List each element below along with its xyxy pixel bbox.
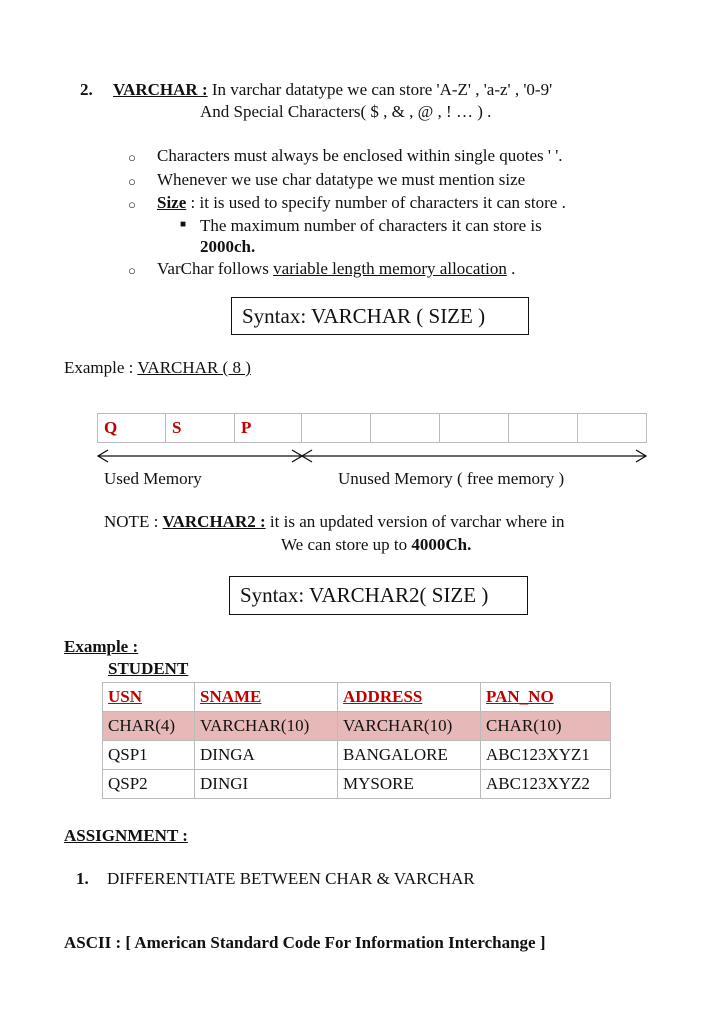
example-label: Example :	[64, 358, 138, 377]
memory-cell	[302, 414, 371, 443]
example-varchar	[64, 358, 251, 378]
note-varchar2	[104, 512, 564, 532]
memory-cell: P	[235, 414, 302, 443]
table-cell: QSP2	[103, 770, 195, 799]
table-cell: DINGA	[195, 741, 338, 770]
student-table-name: STUDENT	[108, 659, 189, 678]
unused-memory-label: Unused Memory ( free memory )	[338, 469, 565, 488]
memory-cell	[440, 414, 509, 443]
column-header: ADDRESS	[338, 683, 481, 712]
table-row	[103, 770, 611, 799]
unused-memory-arrow-icon	[302, 450, 646, 462]
table-row	[103, 741, 611, 770]
varchar-intro-line2: And Special Characters( $ , & , @ , ! … ) .	[200, 102, 492, 121]
bullet-size-mention: Whenever we use char datatype we must mention size	[157, 170, 526, 189]
memory-cell: S	[166, 414, 235, 443]
bullet-variable-length	[157, 259, 515, 279]
note-line2	[281, 535, 471, 555]
circle-bullet-icon: ○	[128, 174, 136, 189]
bullet-end: .	[506, 259, 516, 278]
size-label: Size	[157, 193, 187, 212]
assignment-number: 1.	[76, 869, 89, 888]
varchar-intro	[113, 80, 552, 100]
circle-bullet-icon: ○	[128, 197, 136, 212]
varchar-heading: VARCHAR :	[113, 80, 208, 99]
table-cell: ABC123XYZ2	[481, 770, 611, 799]
memory-cell	[509, 414, 578, 443]
memory-row	[98, 414, 647, 443]
memory-cell: Q	[98, 414, 166, 443]
note-label: NOTE :	[104, 512, 163, 531]
column-header: PAN_NO	[481, 683, 611, 712]
assignment-item: DIFFERENTIATE BETWEEN CHAR & VARCHAR	[107, 869, 475, 888]
student-table	[102, 682, 611, 799]
memory-cell	[371, 414, 440, 443]
note-line1: it is an updated version of varchar where in	[265, 512, 565, 531]
varchar-follows-text: VarChar follows	[157, 259, 274, 278]
type-cell: CHAR(4)	[103, 712, 195, 741]
table-cell: DINGI	[195, 770, 338, 799]
ascii-definition: ASCII : [ American Standard Code For Information Interchange ]	[64, 933, 546, 952]
column-header: SNAME	[195, 683, 338, 712]
square-bullet-icon: ■	[180, 219, 187, 230]
circle-bullet-icon: ○	[128, 150, 136, 165]
used-memory-arrow-icon	[98, 450, 302, 462]
sub-bullet-line1: The maximum number of characters it can store is	[200, 216, 542, 235]
type-cell: CHAR(10)	[481, 712, 611, 741]
assignment-heading: ASSIGNMENT :	[64, 826, 188, 845]
syntax-box-varchar	[231, 297, 529, 335]
used-memory-label: Used Memory	[104, 469, 202, 488]
table-cell: QSP1	[103, 741, 195, 770]
type-cell: VARCHAR(10)	[195, 712, 338, 741]
size-text: : it is used to specify number of characters it can store .	[186, 193, 566, 212]
example-label-2: Example :	[64, 637, 139, 656]
varchar-intro-line1: In varchar datatype we can store 'A-Z' , 'a-z' , '0-9'	[207, 80, 553, 99]
table-type-row	[103, 712, 611, 741]
memory-cells-table	[97, 413, 647, 443]
memory-cell	[578, 414, 647, 443]
syntax-box-varchar2	[229, 576, 528, 615]
section-number: 2.	[80, 80, 93, 99]
type-cell: VARCHAR(10)	[338, 712, 481, 741]
circle-bullet-icon: ○	[128, 263, 136, 278]
note-line2-bold: 4000Ch.	[411, 535, 472, 554]
example-value: VARCHAR ( 8 )	[137, 358, 251, 377]
bullet-quotes: Characters must always be enclosed within single quotes ' '.	[157, 146, 563, 165]
variable-length-text: variable length memory allocation	[273, 259, 507, 278]
table-cell: ABC123XYZ1	[481, 741, 611, 770]
table-cell: BANGALORE	[338, 741, 481, 770]
table-cell: MYSORE	[338, 770, 481, 799]
table-header-row	[103, 683, 611, 712]
note-line2-text: We can store up to	[281, 535, 412, 554]
note-heading: VARCHAR2 :	[162, 512, 266, 531]
column-header: USN	[103, 683, 195, 712]
memory-arrows	[90, 446, 655, 466]
bullet-size-definition	[157, 193, 566, 213]
sub-bullet-line2: 2000ch.	[200, 237, 256, 256]
syntax-varchar-text: Syntax: VARCHAR ( SIZE )	[242, 303, 486, 328]
syntax-varchar2-text: Syntax: VARCHAR2( SIZE )	[240, 583, 489, 607]
